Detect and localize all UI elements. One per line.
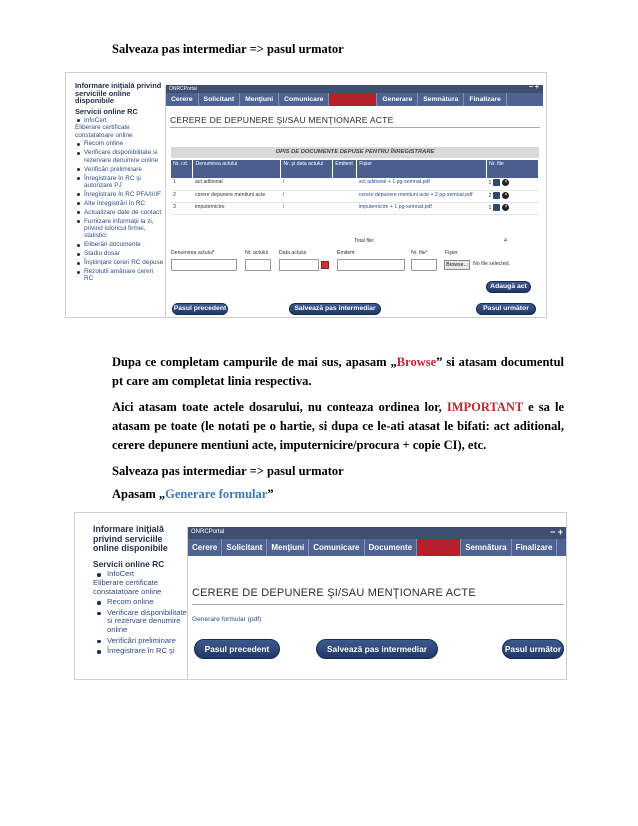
- file-link[interactable]: imputernicire + 1 pg-semnat.pdf: [357, 202, 487, 214]
- previous-step-button[interactable]: Pasul precedent: [172, 303, 228, 315]
- sidebar-item-certificates[interactable]: Eliberare certificate constatatoare online: [75, 124, 133, 139]
- window-controls[interactable]: − +: [549, 527, 563, 537]
- tab-finalizare[interactable]: Finalizare: [464, 93, 506, 106]
- label-date: Data actului: [279, 250, 307, 256]
- tab-mentiuni[interactable]: Menţiuni: [267, 539, 309, 556]
- cell-nr: 3: [171, 202, 193, 214]
- cell-date: /: [281, 202, 333, 214]
- cell-name: imputernicire: [193, 202, 281, 214]
- document-date-input[interactable]: [279, 259, 319, 271]
- file-link[interactable]: cerere depunere mentiuni acte + 2 pg-semnat.pdf: [357, 190, 487, 202]
- p1-highlight: Browse: [396, 355, 437, 369]
- save-intermediate-button[interactable]: Salvează pas intermediar: [289, 303, 381, 315]
- browse-button[interactable]: Browse...: [444, 260, 470, 270]
- p1-after: ” si atasam documentul pt care am completat linia respectiva.: [112, 355, 564, 388]
- step-tabs: [188, 539, 567, 556]
- tab-finalizare[interactable]: Finalizare: [512, 539, 558, 556]
- paragraph-browse: [112, 353, 564, 391]
- label-file: Fişier: [445, 250, 458, 256]
- sidebar-item[interactable]: Stadiu dosar: [75, 250, 164, 257]
- add-document-labels: [171, 250, 539, 258]
- file-status: No file selected.: [473, 261, 510, 267]
- sidebar-item[interactable]: Verificări preliminare: [75, 166, 164, 173]
- services-sublist: [75, 140, 164, 282]
- col-pages: Nr. file: [487, 160, 539, 178]
- tab-documente[interactable]: Documente: [365, 539, 418, 556]
- file-link[interactable]: act aditional + 1 pg-semnat.pdf: [357, 178, 487, 190]
- cell-nr: 2: [171, 190, 193, 202]
- tab-documente[interactable]: Documente: [329, 93, 377, 106]
- sidebar-title: Informare iniţială privind serviciile online disponibile: [93, 524, 168, 554]
- label-issuer: Emitent: [337, 250, 355, 256]
- tab-comunicare[interactable]: Comunicare: [309, 539, 364, 556]
- label-name: Denumirea actului*: [171, 250, 215, 256]
- cell-issuer: [333, 202, 357, 214]
- top-note: Salveaza pas intermediar => pasul urmator: [112, 42, 344, 56]
- cell-issuer: [333, 190, 357, 202]
- cell-name: act aditional: [193, 178, 281, 190]
- step-tabs: [166, 93, 543, 106]
- screenshot-documents-step: [65, 72, 547, 318]
- table-row: [171, 190, 539, 202]
- paragraph-save-step: Salveaza pas intermediar => pasul urmator: [112, 464, 344, 478]
- screenshot-generate-step: [74, 512, 567, 680]
- cell-date: /: [281, 190, 333, 202]
- window-titlebar: [188, 527, 567, 539]
- cell-pages: [487, 202, 539, 214]
- edit-icon[interactable]: [493, 192, 500, 199]
- document-name-input[interactable]: [171, 259, 237, 271]
- edit-icon[interactable]: [493, 204, 500, 211]
- tab-semnatura[interactable]: Semnătura: [418, 93, 464, 106]
- sidebar-item[interactable]: Verificare disponibilitate si rezervare denumire online: [75, 149, 164, 164]
- next-step-button[interactable]: Pasul următor: [502, 639, 564, 659]
- issuer-input[interactable]: [337, 259, 405, 271]
- previous-step-button[interactable]: Pasul precedent: [194, 639, 280, 659]
- total-value: 4: [504, 238, 507, 244]
- p1-before: Dupa ce completam campurile de mai sus, apasam „: [112, 355, 397, 369]
- pages-count: 2: [488, 192, 492, 199]
- tab-generare[interactable]: Generare: [417, 539, 461, 556]
- sidebar-item[interactable]: Furnizare informaţii la zi, privind istoricul firmei, statistici: [75, 218, 164, 240]
- delete-icon[interactable]: ×: [502, 192, 509, 199]
- services-heading: Servicii online RC: [93, 558, 165, 569]
- page-title: CERERE DE DEPUNERE ŞI/SAU MENŢIONARE ACTE: [170, 115, 540, 128]
- sidebar-item[interactable]: Alte înregistrări în RC: [75, 200, 164, 207]
- tab-solicitant[interactable]: Solicitant: [222, 539, 267, 556]
- cell-nr: 1: [171, 178, 193, 190]
- generate-form-link[interactable]: Generare formular (pdf): [192, 616, 262, 623]
- window-titlebar: [166, 85, 543, 93]
- sidebar-item[interactable]: Actualizare date de contact: [75, 209, 164, 216]
- tab-semnatura[interactable]: Semnătura: [461, 539, 511, 556]
- sidebar-item[interactable]: Verificări preliminare: [93, 637, 187, 646]
- services-list: [93, 570, 187, 579]
- tab-cerere[interactable]: Cerere: [166, 93, 199, 106]
- info-sidebar: [66, 73, 164, 317]
- pages-count: 1: [488, 204, 492, 211]
- cell-date: /: [281, 178, 333, 190]
- info-sidebar: [75, 513, 187, 679]
- sidebar-item-infocert[interactable]: InfoCert: [75, 117, 164, 124]
- p4-before: Apasam „: [112, 487, 166, 501]
- edit-icon[interactable]: [493, 179, 500, 186]
- next-step-button[interactable]: Pasul următor: [476, 303, 536, 315]
- tab-cerere[interactable]: Cerere: [188, 539, 222, 556]
- delete-icon[interactable]: ×: [502, 179, 509, 186]
- add-act-button[interactable]: Adaugă act: [486, 281, 531, 293]
- services-heading: Servicii online RC: [75, 106, 138, 116]
- col-nr: Nr. crt.: [171, 160, 193, 178]
- sidebar-item[interactable]: Rezolutii amânare cereri RC: [75, 268, 164, 283]
- cell-pages: [487, 190, 539, 202]
- services-sublist: [93, 598, 187, 656]
- window-title: ONRCPortal: [191, 529, 225, 535]
- table-row: [171, 202, 539, 214]
- sidebar-item[interactable]: Recom online: [93, 598, 187, 607]
- save-intermediate-button[interactable]: Salvează pas intermediar: [316, 639, 438, 659]
- documents-table: [171, 160, 539, 215]
- col-issuer: Emitent: [333, 160, 357, 178]
- table-row: [171, 178, 539, 190]
- sidebar-item[interactable]: Înregistrare în RC PFA/II/IF: [75, 191, 164, 198]
- label-pages: Nr. file*: [411, 250, 428, 256]
- sidebar-item-certificates[interactable]: Eliberare certificate constatatoare online: [93, 577, 162, 596]
- sidebar-item[interactable]: Înregistrare în RC şi autorizare PJ: [75, 175, 164, 190]
- sidebar-item[interactable]: Înştiinţare cereri RC depuse: [75, 259, 164, 266]
- sidebar-item-infocert[interactable]: InfoCert: [93, 570, 187, 579]
- col-name: Denumirea actului: [193, 160, 281, 178]
- delete-icon[interactable]: ×: [502, 204, 509, 211]
- sidebar-title: Informare iniţială privind serviciile online disponibile: [75, 81, 162, 106]
- window-title: ONRCPortal: [169, 86, 197, 92]
- paragraph-generate: [112, 485, 564, 504]
- p2-after: e sa le atasam pe toate (le notati pe o hartie, si dupa ce le-ati atasat le bifati: act aditional, cerere depunere mentiuni acte, imputernicire/procura + copie CI), etc.: [112, 400, 565, 452]
- p4-highlight: Generare formular: [165, 487, 268, 501]
- document-number-input[interactable]: [245, 259, 271, 271]
- portal-window: [165, 85, 543, 318]
- tab-generare[interactable]: Generare: [377, 93, 418, 106]
- tab-comunicare[interactable]: Comunicare: [279, 93, 329, 106]
- p2-highlight: IMPORTANT: [446, 400, 524, 414]
- services-list: [75, 117, 164, 124]
- calendar-icon[interactable]: [321, 261, 329, 269]
- pages-input[interactable]: [411, 259, 437, 271]
- sidebar-item[interactable]: Recom online: [75, 140, 164, 147]
- paragraph-important: [112, 398, 564, 455]
- col-file: Fişier: [357, 160, 487, 178]
- opis-title: OPIS DE DOCUMENTE DEPUSE PENTRU ÎNREGISTRARE: [171, 147, 539, 158]
- cell-issuer: [333, 178, 357, 190]
- sidebar-item[interactable]: Înregistrare în RC şi: [93, 647, 187, 656]
- p2-before: Aici atasam toate actele dosarului, nu conteaza ordinea lor,: [112, 400, 447, 414]
- label-number: Nr. actului: [245, 250, 269, 256]
- tab-solicitant[interactable]: Solicitant: [199, 93, 241, 106]
- tab-mentiuni[interactable]: Menţiuni: [240, 93, 279, 106]
- cell-name: cerere depunere mentiuni acte: [193, 190, 281, 202]
- portal-window: [187, 527, 567, 680]
- col-date: Nr. şi data actului: [281, 160, 333, 178]
- cell-pages: [487, 178, 539, 190]
- sidebar-item[interactable]: Verificare disponibilitate si rezervare denumire online: [93, 609, 187, 635]
- pages-count: 1: [488, 179, 492, 186]
- sidebar-item[interactable]: Eliberări documente: [75, 241, 164, 248]
- window-controls[interactable]: − +: [528, 84, 539, 91]
- page-title: CERERE DE DEPUNERE ŞI/SAU MENŢIONARE ACTE: [192, 587, 564, 605]
- p4-after: ”: [267, 487, 274, 501]
- total-label: Total file:: [354, 238, 375, 244]
